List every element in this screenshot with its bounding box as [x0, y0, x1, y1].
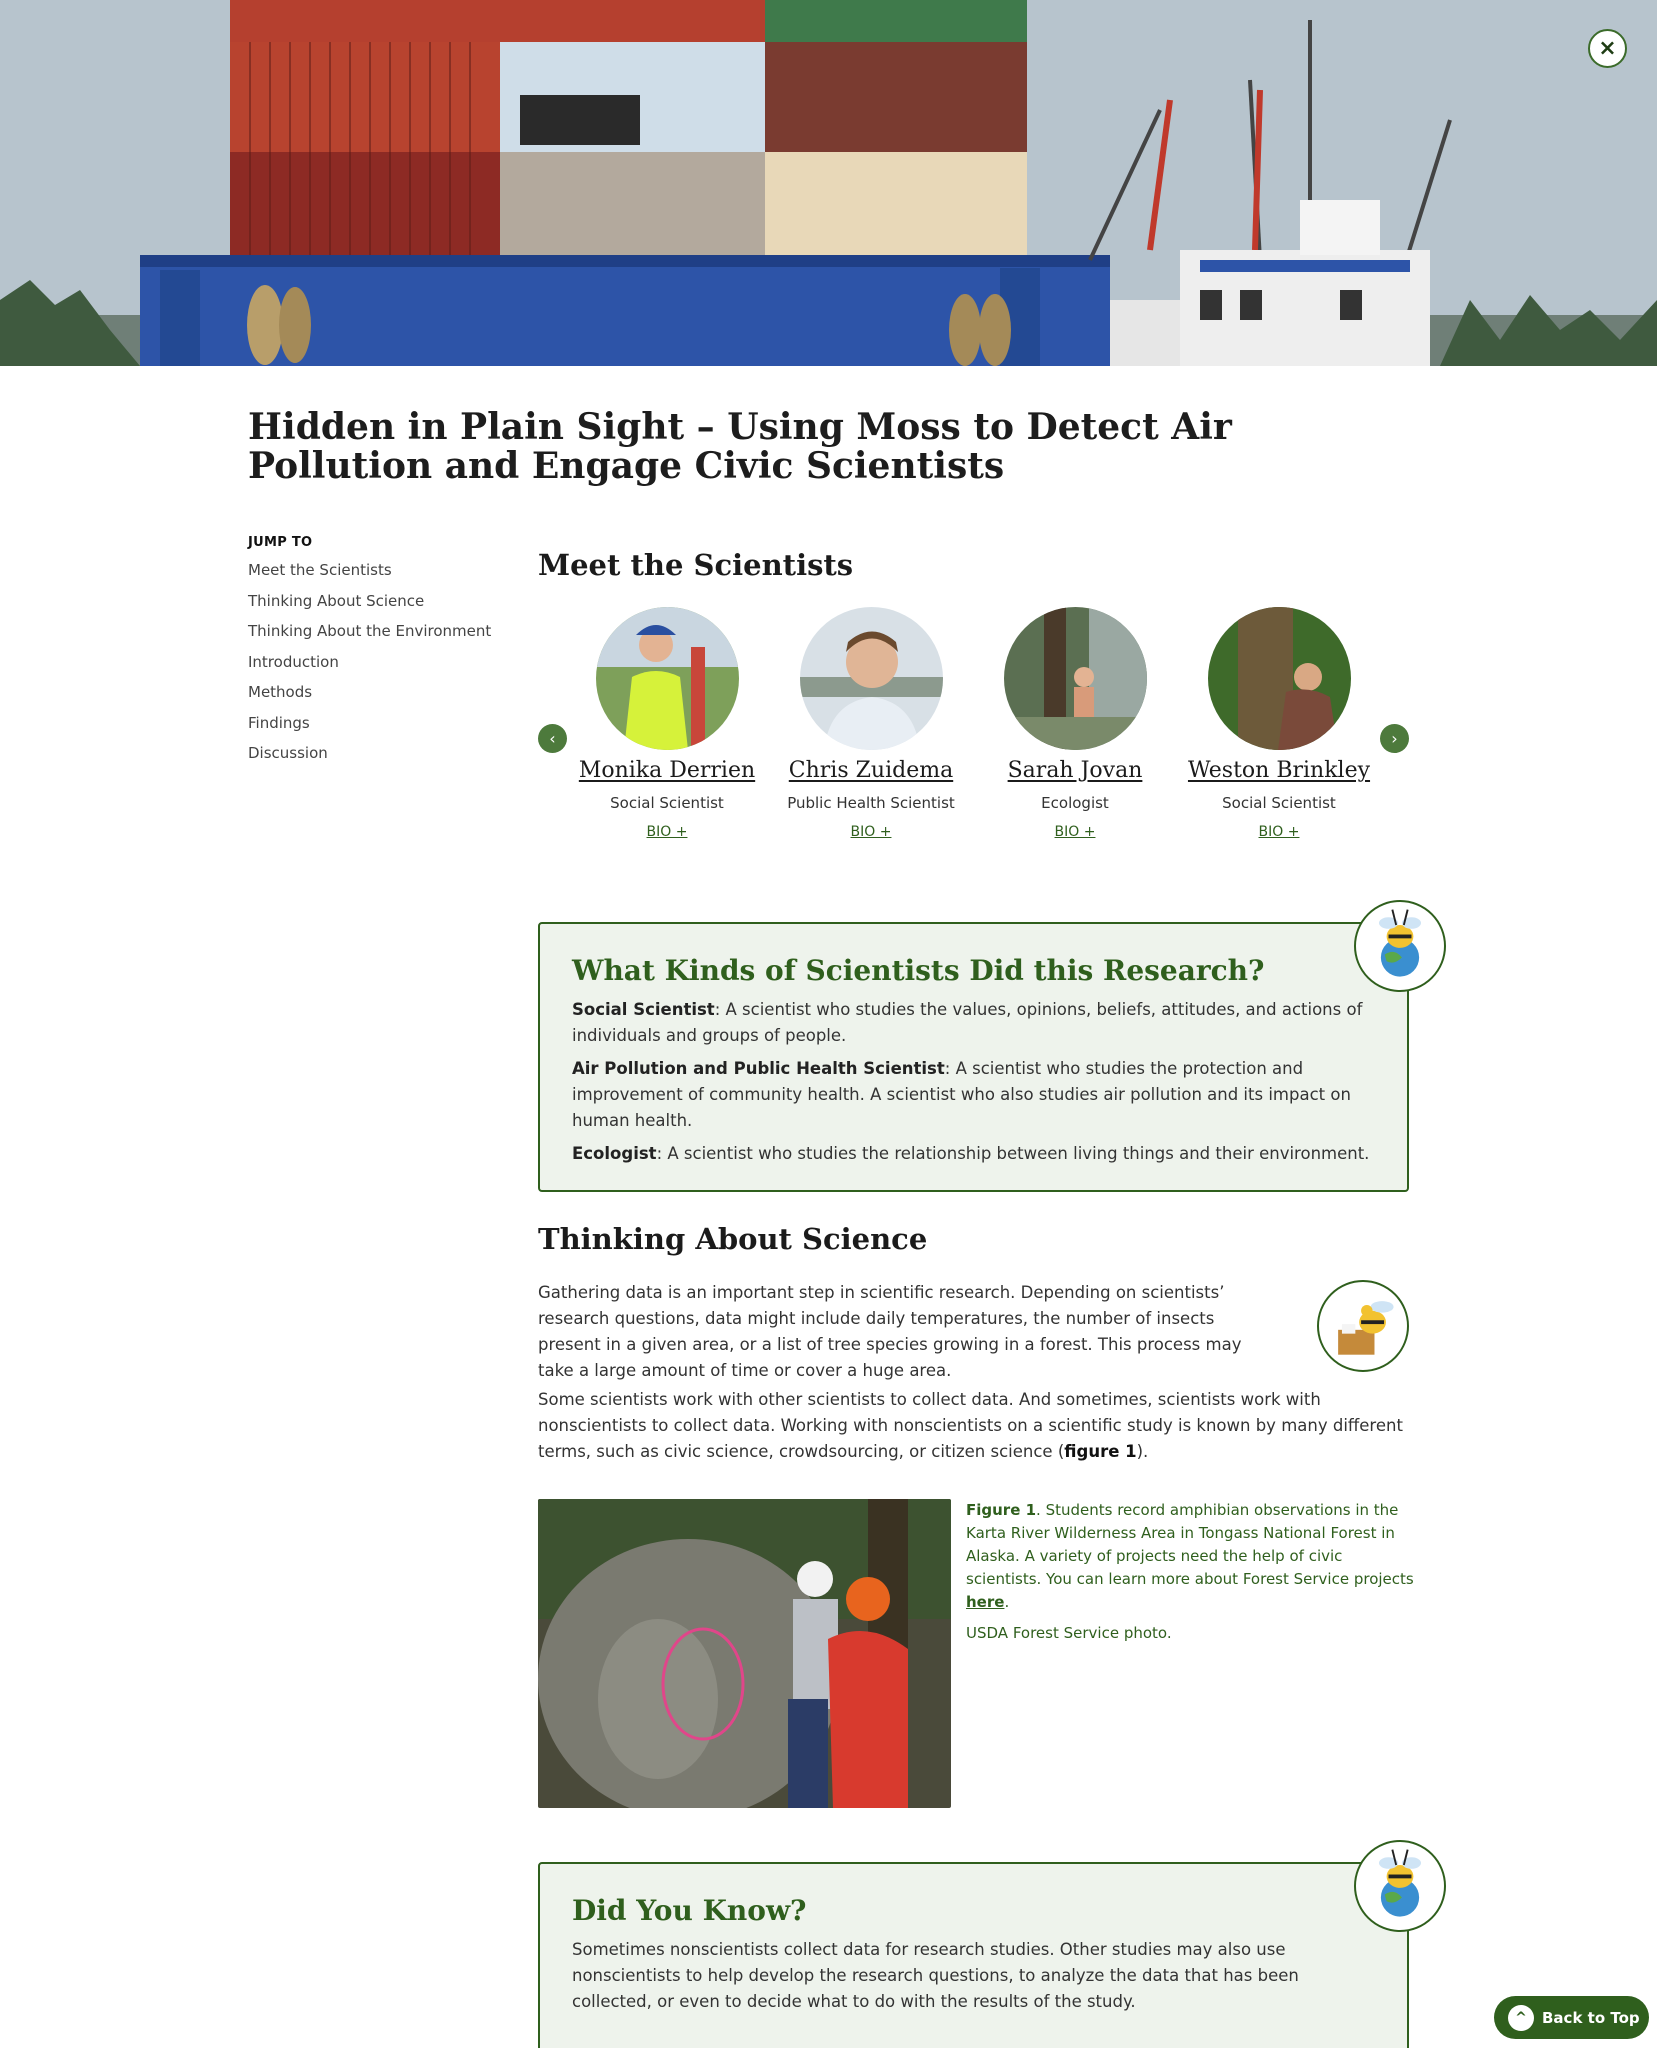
bee-earth-mascot-icon	[1354, 900, 1446, 992]
bio-button[interactable]: BIO +	[1054, 824, 1096, 840]
jump-link-thinking-environment[interactable]: Thinking About the Environment	[248, 622, 492, 640]
avatar	[1004, 607, 1147, 750]
figure-caption-text: Figure 1. Students record amphibian observations in the Karta River Wilderness Area in Tongass National Forest in Alaska. A variety of projects need the help of civic scientists. You can learn more about Forest Service projects here.	[966, 1501, 1414, 1611]
avatar	[1208, 607, 1351, 750]
jump-link-meet-scientists[interactable]: Meet the Scientists	[248, 561, 392, 579]
jump-link-introduction[interactable]: Introduction	[248, 652, 339, 671]
hero-image	[0, 0, 1657, 366]
jump-to-label: JUMP TO	[248, 535, 313, 550]
figure-credit: USDA Forest Service photo.	[966, 1624, 1172, 1642]
scientist-role: Public Health Scientist	[787, 794, 955, 812]
figure-1-caption	[966, 1499, 1416, 1645]
scientist-name-link[interactable]: Monika Derrien	[578, 758, 756, 783]
scientist-role: Social Scientist	[1222, 794, 1336, 812]
forest-service-projects-link[interactable]: here	[966, 1593, 1005, 1611]
chevron-up-icon: ^	[1508, 2005, 1534, 2031]
scientist-role: Ecologist	[1041, 794, 1109, 812]
carousel-prev-icon[interactable]: ‹	[538, 724, 567, 753]
did-you-know-text: Sometimes nonscientists collect data for research studies. Other studies may also use nonscientists to help develop the research questions, to analyze the data that has been collected, or even to decide what to do with the results of the study.	[572, 1940, 1299, 2011]
did-you-know-box	[538, 1862, 1409, 2048]
back-to-top-button[interactable]	[1494, 1996, 1649, 2039]
definition-social: Social Scientist: A scientist who studies the values, opinions, beliefs, attitudes, and actions of individuals and groups of people.	[572, 1000, 1363, 1045]
jump-link-methods[interactable]: Methods	[248, 683, 313, 701]
scientist-carousel	[538, 600, 1408, 850]
jump-link-thinking-science[interactable]: Thinking About Science	[248, 591, 425, 610]
bio-button[interactable]: BIO +	[1258, 824, 1300, 840]
scientist-card	[771, 607, 971, 840]
kinds-box-heading: What Kinds of Scientists Did this Research?	[572, 954, 1265, 987]
kinds-of-scientists-box	[538, 922, 1409, 1192]
page-title: Hidden in Plain Sight – Using Moss to Detect Air Pollution and Engage Civic Scientists	[248, 406, 1232, 487]
jump-to-nav	[248, 535, 508, 774]
scientist-name-link[interactable]: Sarah Jovan	[1007, 758, 1143, 783]
scientist-name-link[interactable]: Chris Zuidema	[788, 758, 954, 783]
scientist-card	[1179, 607, 1379, 840]
avatar	[800, 607, 943, 750]
avatar	[596, 607, 739, 750]
jump-link-findings[interactable]: Findings	[248, 713, 310, 732]
bee-earth-mascot-icon	[1354, 1840, 1446, 1932]
definition-public-health: Air Pollution and Public Health Scientist: A scientist who studies the protection and improvement of community health. A scientist who also studies air pollution and its impact on human health.	[572, 1059, 1351, 1130]
did-you-know-heading: Did You Know?	[572, 1894, 807, 1927]
bio-button[interactable]: BIO +	[850, 824, 892, 840]
back-to-top-label: Back to Top	[1542, 2008, 1640, 2027]
figure-1-image	[538, 1499, 951, 1808]
scientist-card	[567, 607, 767, 840]
thinking-science-heading: Thinking About Science	[538, 1222, 928, 1256]
hero-photo	[0, 0, 1657, 366]
thinking-paragraph-1: Gathering data is an important step in scientific research. Depending on scientists’ research questions, data might include daily temperatures, the number of insects present in a given area, or a list of tree species growing in a forest. This process may take a large amount of time or cover a huge area.	[538, 1283, 1242, 1380]
jump-link-discussion[interactable]: Discussion	[248, 744, 328, 762]
bee-scientist-mascot-icon	[1317, 1280, 1409, 1372]
carousel-next-icon[interactable]: ›	[1380, 724, 1409, 753]
definition-ecologist: Ecologist: A scientist who studies the relationship between living things and their environment.	[572, 1144, 1370, 1163]
bio-button[interactable]: BIO +	[646, 824, 688, 840]
scientist-card	[975, 607, 1175, 840]
scientist-role: Social Scientist	[610, 794, 724, 812]
scientist-name-link[interactable]: Weston Brinkley	[1187, 758, 1371, 783]
meet-scientists-heading: Meet the Scientists	[538, 548, 854, 582]
close-icon[interactable]: ×	[1588, 29, 1627, 68]
thinking-paragraph-2: Some scientists work with other scientists to collect data. And sometimes, scientists work with nonscientists to collect data. Working with nonscientists on a scientific study is known by many different terms, such as civic science, crowdsourcing, or citizen science (figure 1).	[538, 1390, 1403, 1461]
